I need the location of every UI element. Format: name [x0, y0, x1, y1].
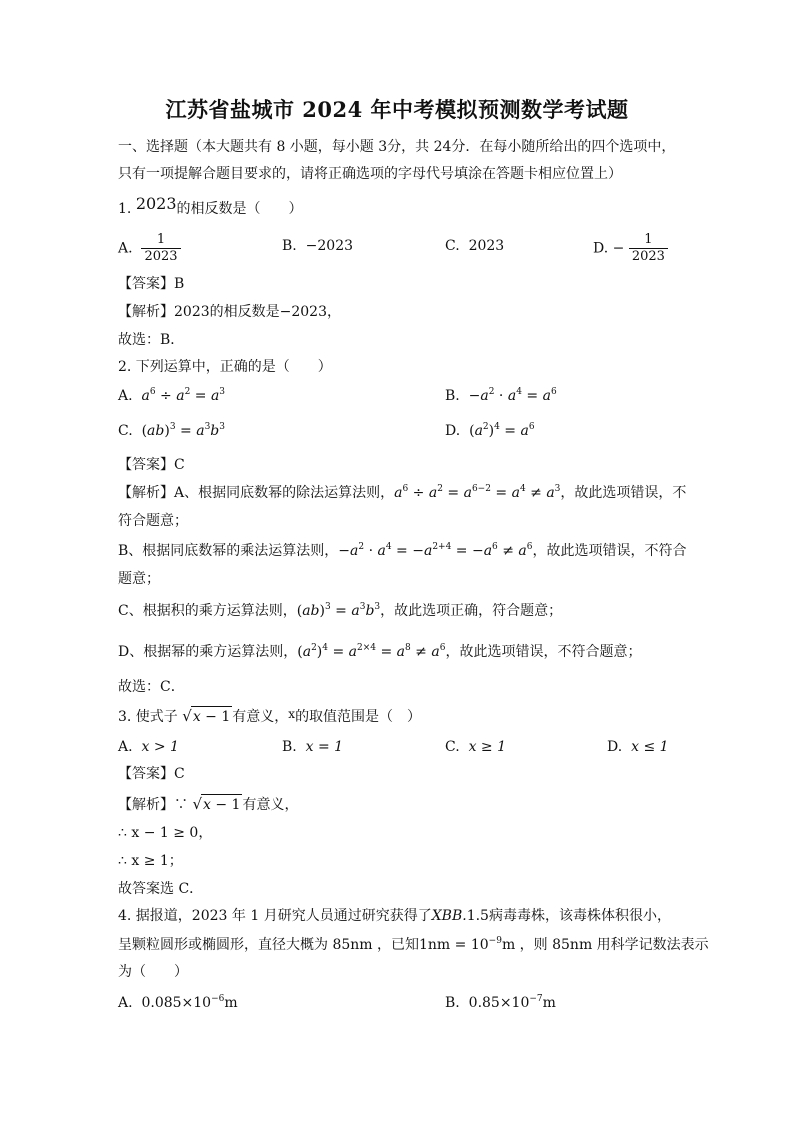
q3-stem: 3. 使式子 √x − 1 有意义，x的取值范围是（ ）	[118, 707, 422, 725]
q2-analysis-d-expr: $(a^2)^4 = a^{2\times 4} = a^8 \ne a^6$	[297, 643, 446, 660]
q4-stem-line-2: 呈颗粒圆形或椭圆形，直径大概为 85nm ，已知$1nm = 10^{-9}m$ ，则 85nm 用科学记数法表示	[118, 936, 709, 953]
q2-option-c-expr: $(ab)^3 = a^3b^3$	[141, 422, 225, 439]
section-header-line-1: 一、选择题（本大题共有 8 小题，每小题 3分，共 24分．在每小随所给出的四个选项中，	[118, 139, 676, 155]
q1-answer: 【答案】B	[118, 276, 185, 292]
q1-option-c[interactable]: C. 2023	[445, 238, 505, 254]
q2-option-d[interactable]: D. $(a^2)^4 = a^6$	[445, 422, 535, 439]
q2-analysis-a-expr: $a^6 \div a^2 = a^{6-2} = a^4 \ne a^3$	[394, 484, 561, 501]
q2-option-b-expr: $-a^2 \cdot a^4 = a^6$	[468, 387, 557, 404]
sqrt-icon: √	[192, 795, 203, 813]
q1-option-a[interactable]: A. $\frac{1}{2023}$	[118, 232, 181, 265]
q4-stem-line-3: 为（ ）	[118, 964, 188, 980]
q1-stem: 1. 2023的相反数是（ ）	[118, 194, 303, 217]
q2-analysis-d: D、根据幂的乘方运算法则，$(a^2)^4 = a^{2\times 4} = a^8 \ne a^6$，故此选项错误，不符合题意；	[118, 643, 642, 660]
q3-option-a[interactable]: A. x > 1	[118, 739, 179, 755]
q3-option-c[interactable]: C. x ≥ 1	[445, 739, 507, 755]
q1-option-d[interactable]: D. − $\frac{1}{2023}$	[593, 232, 668, 265]
q1-choose: 故选：B．	[118, 332, 185, 348]
q2-analysis-a-cont: 符合题意；	[118, 513, 188, 529]
q2-answer: 【答案】C	[118, 457, 185, 473]
q1-stem-value: 2023	[135, 194, 177, 213]
page-title: 江苏省盐城市 2024 年中考模拟预测数学考试题	[165, 97, 629, 122]
q4-stem-line-1: 4. 据报道，2023 年 1 月研究人员通过研究获得了XBB.1.5病毒毒株，该毒株体积很小，	[118, 908, 671, 924]
q2-analysis-b: B、根据同底数幂的乘法运算法则，$-a^2 \cdot a^4 = -a^{2+4} = -a^6 \ne a^6$，故此选项错误，不符合	[118, 542, 687, 559]
q2-option-a-expr: $a^6 \div a^2 = a^3$	[141, 387, 226, 404]
q3-choose: 故答案选 C．	[118, 881, 204, 897]
q2-stem: 2. 下列运算中，正确的是（ ）	[118, 359, 332, 375]
q3-step-2: ∴ x ≥ 1；	[118, 853, 183, 869]
q1-option-a-fraction: $\frac{1}{2023}$	[141, 232, 180, 265]
q2-analysis-b-expr: $-a^2 \cdot a^4 = -a^{2+4} = -a^6 \ne a^6$	[338, 542, 533, 559]
q2-option-b[interactable]: B. $-a^2 \cdot a^4 = a^6$	[445, 387, 557, 404]
q1-option-b[interactable]: B. −2023	[282, 238, 354, 254]
q1-option-d-fraction: $\frac{1}{2023}$	[629, 232, 668, 265]
q2-analysis-a: 【解析】A、根据同底数幂的除法运算法则，$a^6 \div a^2 = a^{6-2} = a^4 \ne a^3$，故此选项错误，不	[118, 484, 687, 501]
q3-option-d[interactable]: D. x ≤ 1	[607, 739, 669, 755]
q2-analysis-c: C、根据积的乘方运算法则，$(ab)^3 = a^3b^3$，故此选项正确，符合题意；	[118, 602, 563, 619]
q2-option-a[interactable]: A. $a^6 \div a^2 = a^3$	[118, 387, 226, 404]
q3-analysis-radicand: x − 1	[201, 794, 242, 815]
q2-analysis-b-cont: 题意；	[118, 571, 160, 587]
q4-option-b[interactable]: B. $0.85\times 10^{-7}m$	[445, 994, 556, 1011]
q3-option-b[interactable]: B. x = 1	[282, 739, 344, 755]
sqrt-icon: √	[182, 707, 192, 725]
q1-analysis: 【解析】2023的相反数是−2023，	[118, 304, 341, 320]
section-header-line-2: 只有一项提解合题目要求的，请将正确选项的字母代号填涂在答题卡相应位置上）	[118, 166, 622, 182]
q3-analysis: 【解析】∵ √x − 1 有意义，	[118, 795, 299, 813]
q2-option-c[interactable]: C. $(ab)^3 = a^3b^3$	[118, 422, 225, 439]
q3-answer: 【答案】C	[118, 766, 185, 782]
q4-option-a[interactable]: A. $0.085\times 10^{-6}m$	[118, 994, 238, 1011]
q2-option-d-expr: $(a^2)^4 = a^6$	[469, 422, 535, 439]
q2-choose: 故选：C．	[118, 679, 185, 695]
q2-analysis-c-expr: $(ab)^3 = a^3b^3$	[296, 602, 381, 619]
q3-radicand: x − 1	[191, 706, 232, 727]
q3-step-1: ∴ x − 1 ≥ 0，	[118, 825, 213, 841]
